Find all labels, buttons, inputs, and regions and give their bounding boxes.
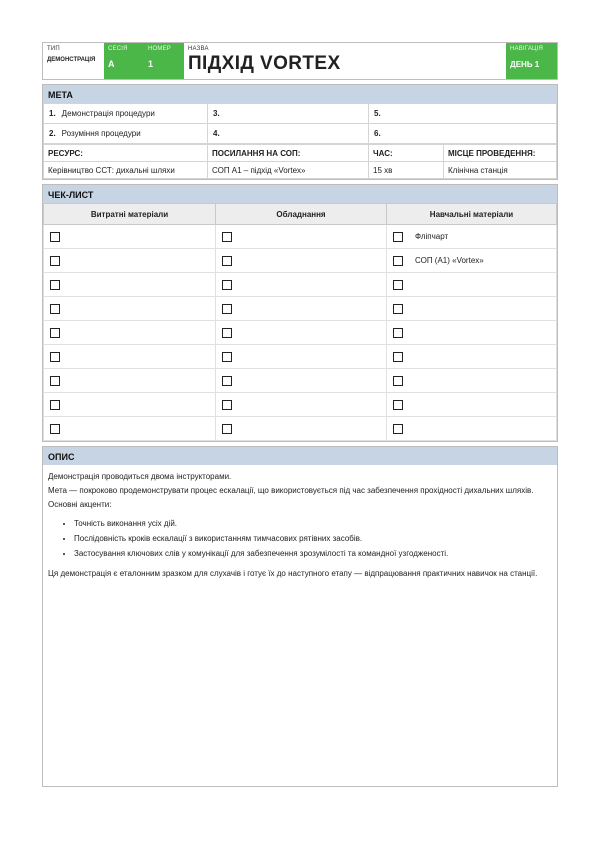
resource-label: РЕСУРС: [44,145,208,162]
nav-label: НАВІГАЦІЯ [510,46,544,52]
name-label: НАЗВА [188,46,209,52]
type-cell [43,43,104,79]
checkbox[interactable] [393,280,403,290]
checkbox[interactable] [393,328,403,338]
checklist-row [44,225,557,249]
checkbox[interactable] [222,352,232,362]
checkbox[interactable] [222,376,232,386]
description-paragraph: Мета — покроково продемонструвати процес ескалації, що використовується під час забезпечення прохідності дихальних шляхів. Основні акценти: [48,486,534,509]
goal-item: 6. [369,124,557,144]
checklist-row [44,417,557,441]
checklist-section [42,184,558,442]
checklist-cell [216,297,387,321]
bullet-item: • Застосування ключових слів у комунікації для забезпечення зрозумілості та командної узгодженості. [74,546,552,561]
meta-section [42,84,558,180]
name-cell [184,43,506,79]
checklist-cell [44,249,216,273]
page [42,42,558,787]
checklist-cell [44,393,216,417]
goal-item: 4. [208,124,369,144]
checkbox[interactable] [393,256,403,266]
header [42,42,558,80]
checkbox[interactable] [393,352,403,362]
checklist-cell [216,321,387,345]
column-header-training-materials: Навчальні матеріали [387,204,557,225]
description-section [42,446,558,787]
checkbox[interactable] [222,256,232,266]
checkbox[interactable] [50,232,60,242]
time-label: ЧАС: [369,145,444,162]
checkbox[interactable] [50,400,60,410]
checklist-row [44,249,557,273]
checklist-row [44,393,557,417]
checklist-cell [44,345,216,369]
checklist-cell [44,321,216,345]
checkbox[interactable] [222,400,232,410]
checklist-cell [216,345,387,369]
checklist-cell [216,417,387,441]
checklist-heading: ЧЕК-ЛИСТ [43,185,557,203]
checklist-row [44,345,557,369]
type-value: ДЕМОНСТРАЦІЯ [47,57,96,63]
description-paragraph: Демонстрація проводиться двома інструкторами. [48,472,232,481]
checkbox[interactable] [50,280,60,290]
location-value: Клінічна станція [444,162,557,179]
column-header-consumables: Витратні матеріали [44,204,216,225]
checkbox[interactable] [393,376,403,386]
meta-heading: МЕТА [43,85,557,103]
description-paragraph: Ця демонстрація є еталонним зразком для слухачів і готує їх до наступного етапу — відпрацювання практичних навичок на станції. [48,569,538,578]
checklist-cell [216,225,387,249]
checklist-cell [387,393,557,417]
checklist-item-label: Фліпчарт [415,232,449,241]
meta-goals-table [43,103,557,144]
checkbox[interactable] [50,352,60,362]
nav-value[interactable]: ДЕНЬ 1 [510,60,540,69]
checklist-cell [44,273,216,297]
checkbox[interactable] [222,304,232,314]
checklist-cell [387,273,557,297]
description-body [43,465,557,581]
bullet-item: • Точність виконання усіх дій. [74,516,552,531]
goal-item: 3. [208,104,369,124]
checklist-cell [216,273,387,297]
checklist-cell [387,417,557,441]
checklist-row [44,297,557,321]
checklist-cell [387,345,557,369]
resource-value: Керівництво ССТ: дихальні шляхи [44,162,208,179]
description-bullets [48,516,552,561]
checkbox[interactable] [393,424,403,434]
checkbox[interactable] [393,400,403,410]
session-label: СЕСІЯ [108,46,128,52]
goal-item: 5. [369,104,557,124]
number-label: НОМЕР [148,46,172,52]
checkbox[interactable] [222,424,232,434]
page-title: ПІДХІД VORTEX [188,53,341,74]
session-cell [104,43,184,79]
description-heading: ОПИС [43,447,557,465]
column-header-equipment: Обладнання [216,204,387,225]
time-value: 15 хв [369,162,444,179]
bullet-item: • Послідовність кроків ескалації з використанням тимчасових рятівних засобів. [74,531,552,546]
checklist-cell [216,369,387,393]
number-value: 1 [148,59,154,69]
sop-value: СОП А1 – підхід «Vortex» [208,162,369,179]
nav-cell[interactable] [506,43,557,79]
checkbox[interactable] [50,304,60,314]
checklist-row [44,369,557,393]
checkbox[interactable] [50,424,60,434]
sop-label: ПОСИЛАННЯ НА СОП: [208,145,369,162]
checkbox[interactable] [393,232,403,242]
checklist-cell [387,249,557,273]
checklist-cell [387,225,557,249]
checkbox[interactable] [50,256,60,266]
checklist-cell [216,393,387,417]
checklist-cell [44,297,216,321]
checkbox[interactable] [50,376,60,386]
checkbox[interactable] [393,304,403,314]
checklist-cell [44,417,216,441]
goal-item: 1. Демонстрація процедури [44,104,208,124]
checkbox[interactable] [50,328,60,338]
checkbox[interactable] [222,280,232,290]
checklist-cell [216,249,387,273]
type-label: ТИП [47,46,60,52]
checklist-cell [387,297,557,321]
checklist-cell [387,321,557,345]
checkbox[interactable] [222,328,232,338]
meta-resources-table [43,144,557,179]
checklist-table [43,203,557,441]
checklist-cell [44,225,216,249]
checklist-row [44,273,557,297]
checkbox[interactable] [222,232,232,242]
checklist-cell [44,369,216,393]
location-label: МІСЦЕ ПРОВЕДЕННЯ: [444,145,557,162]
session-value: A [108,59,115,69]
goal-item: 2. Розуміння процедури [44,124,208,144]
checklist-item-label: СОП (А1) «Vortex» [415,256,484,265]
checklist-row [44,321,557,345]
checklist-cell [387,369,557,393]
